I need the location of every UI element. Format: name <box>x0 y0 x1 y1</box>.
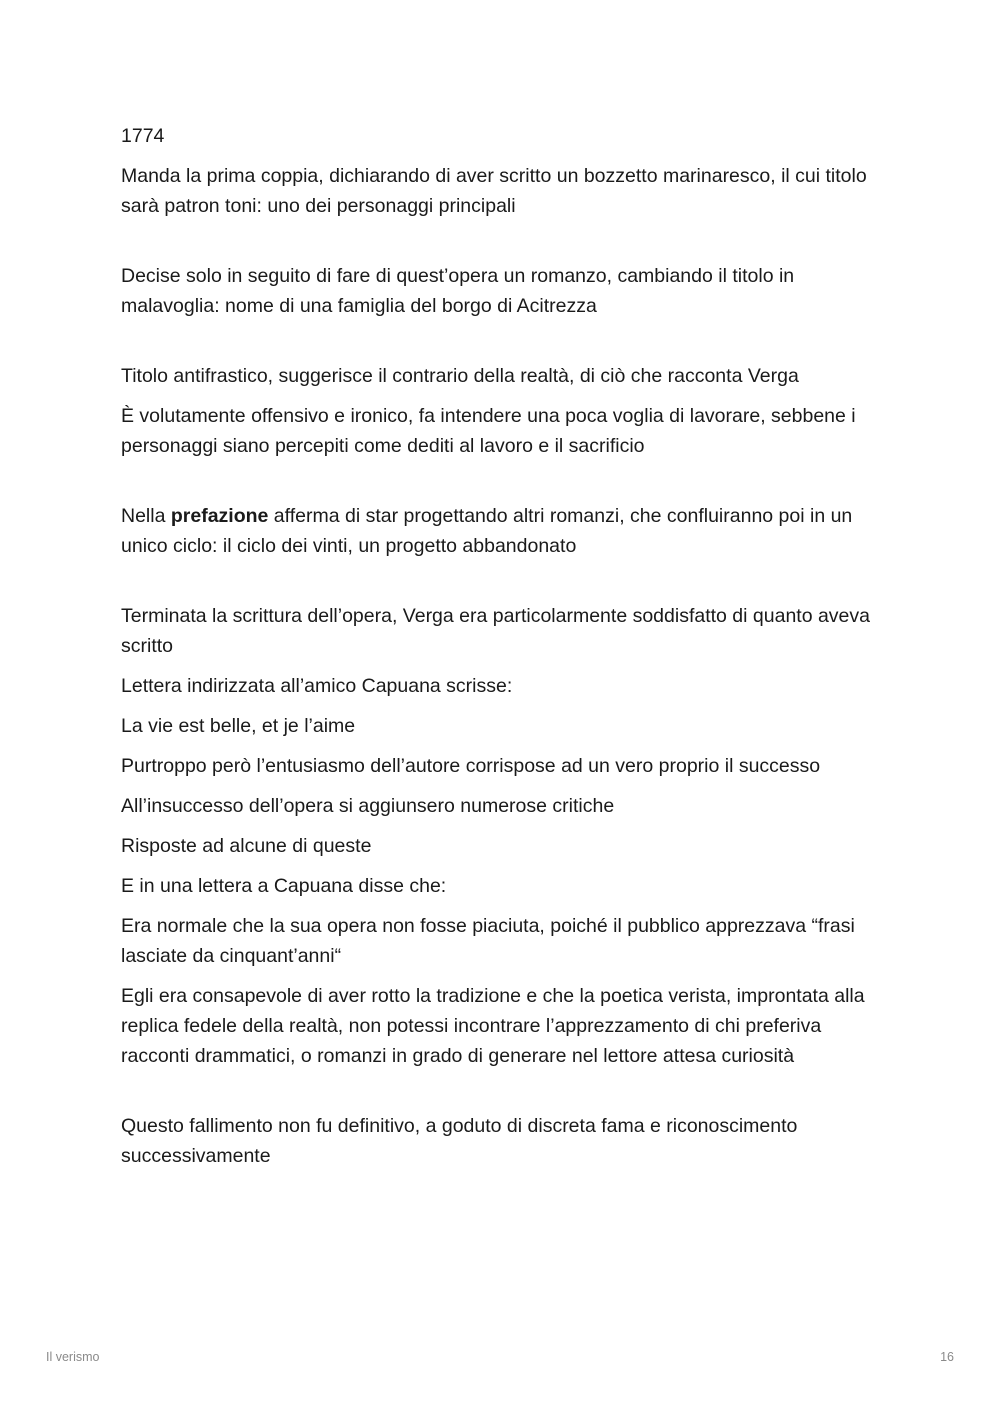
spacer <box>121 231 881 261</box>
paragraph: All’insuccesso dell’opera si aggiunsero numerose critiche <box>121 795 615 817</box>
text-run: Nella <box>121 505 171 527</box>
paragraph: Purtroppo però l’entusiasmo dell’autore corrispose ad un vero proprio il successo <box>121 755 821 777</box>
paragraph: Era normale che la sua opera non fosse piaciuta, poiché il pubblico apprezzava “frasi lasciate da cinquant’anni“ <box>121 915 855 967</box>
paragraph-prefazione <box>121 501 881 561</box>
paragraph: Manda la prima coppia, dichiarando di aver scritto un bozzetto marinaresco, il cui titolo sarà patron toni: uno dei personaggi principali <box>121 165 867 217</box>
page-number: 16 <box>940 1350 954 1364</box>
spacer <box>121 571 881 601</box>
paragraph: Terminata la scrittura dell’opera, Verga era particolarmente soddisfatto di quanto aveva scritto <box>121 605 870 657</box>
spacer <box>121 1081 881 1111</box>
paragraph: Lettera indirizzata all’amico Capuana scrisse: <box>121 675 513 697</box>
text-run: afferma di star progettando altri romanzi, che confluiranno poi in un unico ciclo: il ciclo dei vinti, un progetto abbandonato <box>121 505 853 557</box>
paragraph: Questo fallimento non fu definitivo, a goduto di discreta fama e riconoscimento successivamente <box>121 1115 798 1167</box>
spacer <box>121 331 881 361</box>
spacer <box>121 471 881 501</box>
paragraph: Titolo antifrastico, suggerisce il contrario della realtà, di ciò che racconta Verga <box>121 365 799 387</box>
paragraph-year: 1774 <box>121 125 165 147</box>
document-body <box>121 121 881 1181</box>
bold-term: prefazione <box>170 505 269 527</box>
paragraph: È volutamente offensivo e ironico, fa intendere una poca voglia di lavorare, sebbene i personaggi siano percepiti come dediti al lavoro e il sacrificio <box>121 405 856 457</box>
paragraph: Decise solo in seguito di fare di quest’opera un romanzo, cambiando il titolo in malavoglia: nome di una famiglia del borgo di Acitrezza <box>121 265 795 317</box>
footer-title: Il verismo <box>46 1350 100 1364</box>
paragraph: E in una lettera a Capuana disse che: <box>121 875 447 897</box>
paragraph: Risposte ad alcune di queste <box>121 835 372 857</box>
paragraph: Egli era consapevole di aver rotto la tradizione e che la poetica verista, improntata alla replica fedele della realtà, non potessi incontrare l’apprezzamento di chi preferiva racconti drammatici, o romanzi in grado di generare nel lettore attesa curiosità <box>121 985 865 1067</box>
paragraph-quote: La vie est belle, et je l’aime <box>121 715 356 737</box>
